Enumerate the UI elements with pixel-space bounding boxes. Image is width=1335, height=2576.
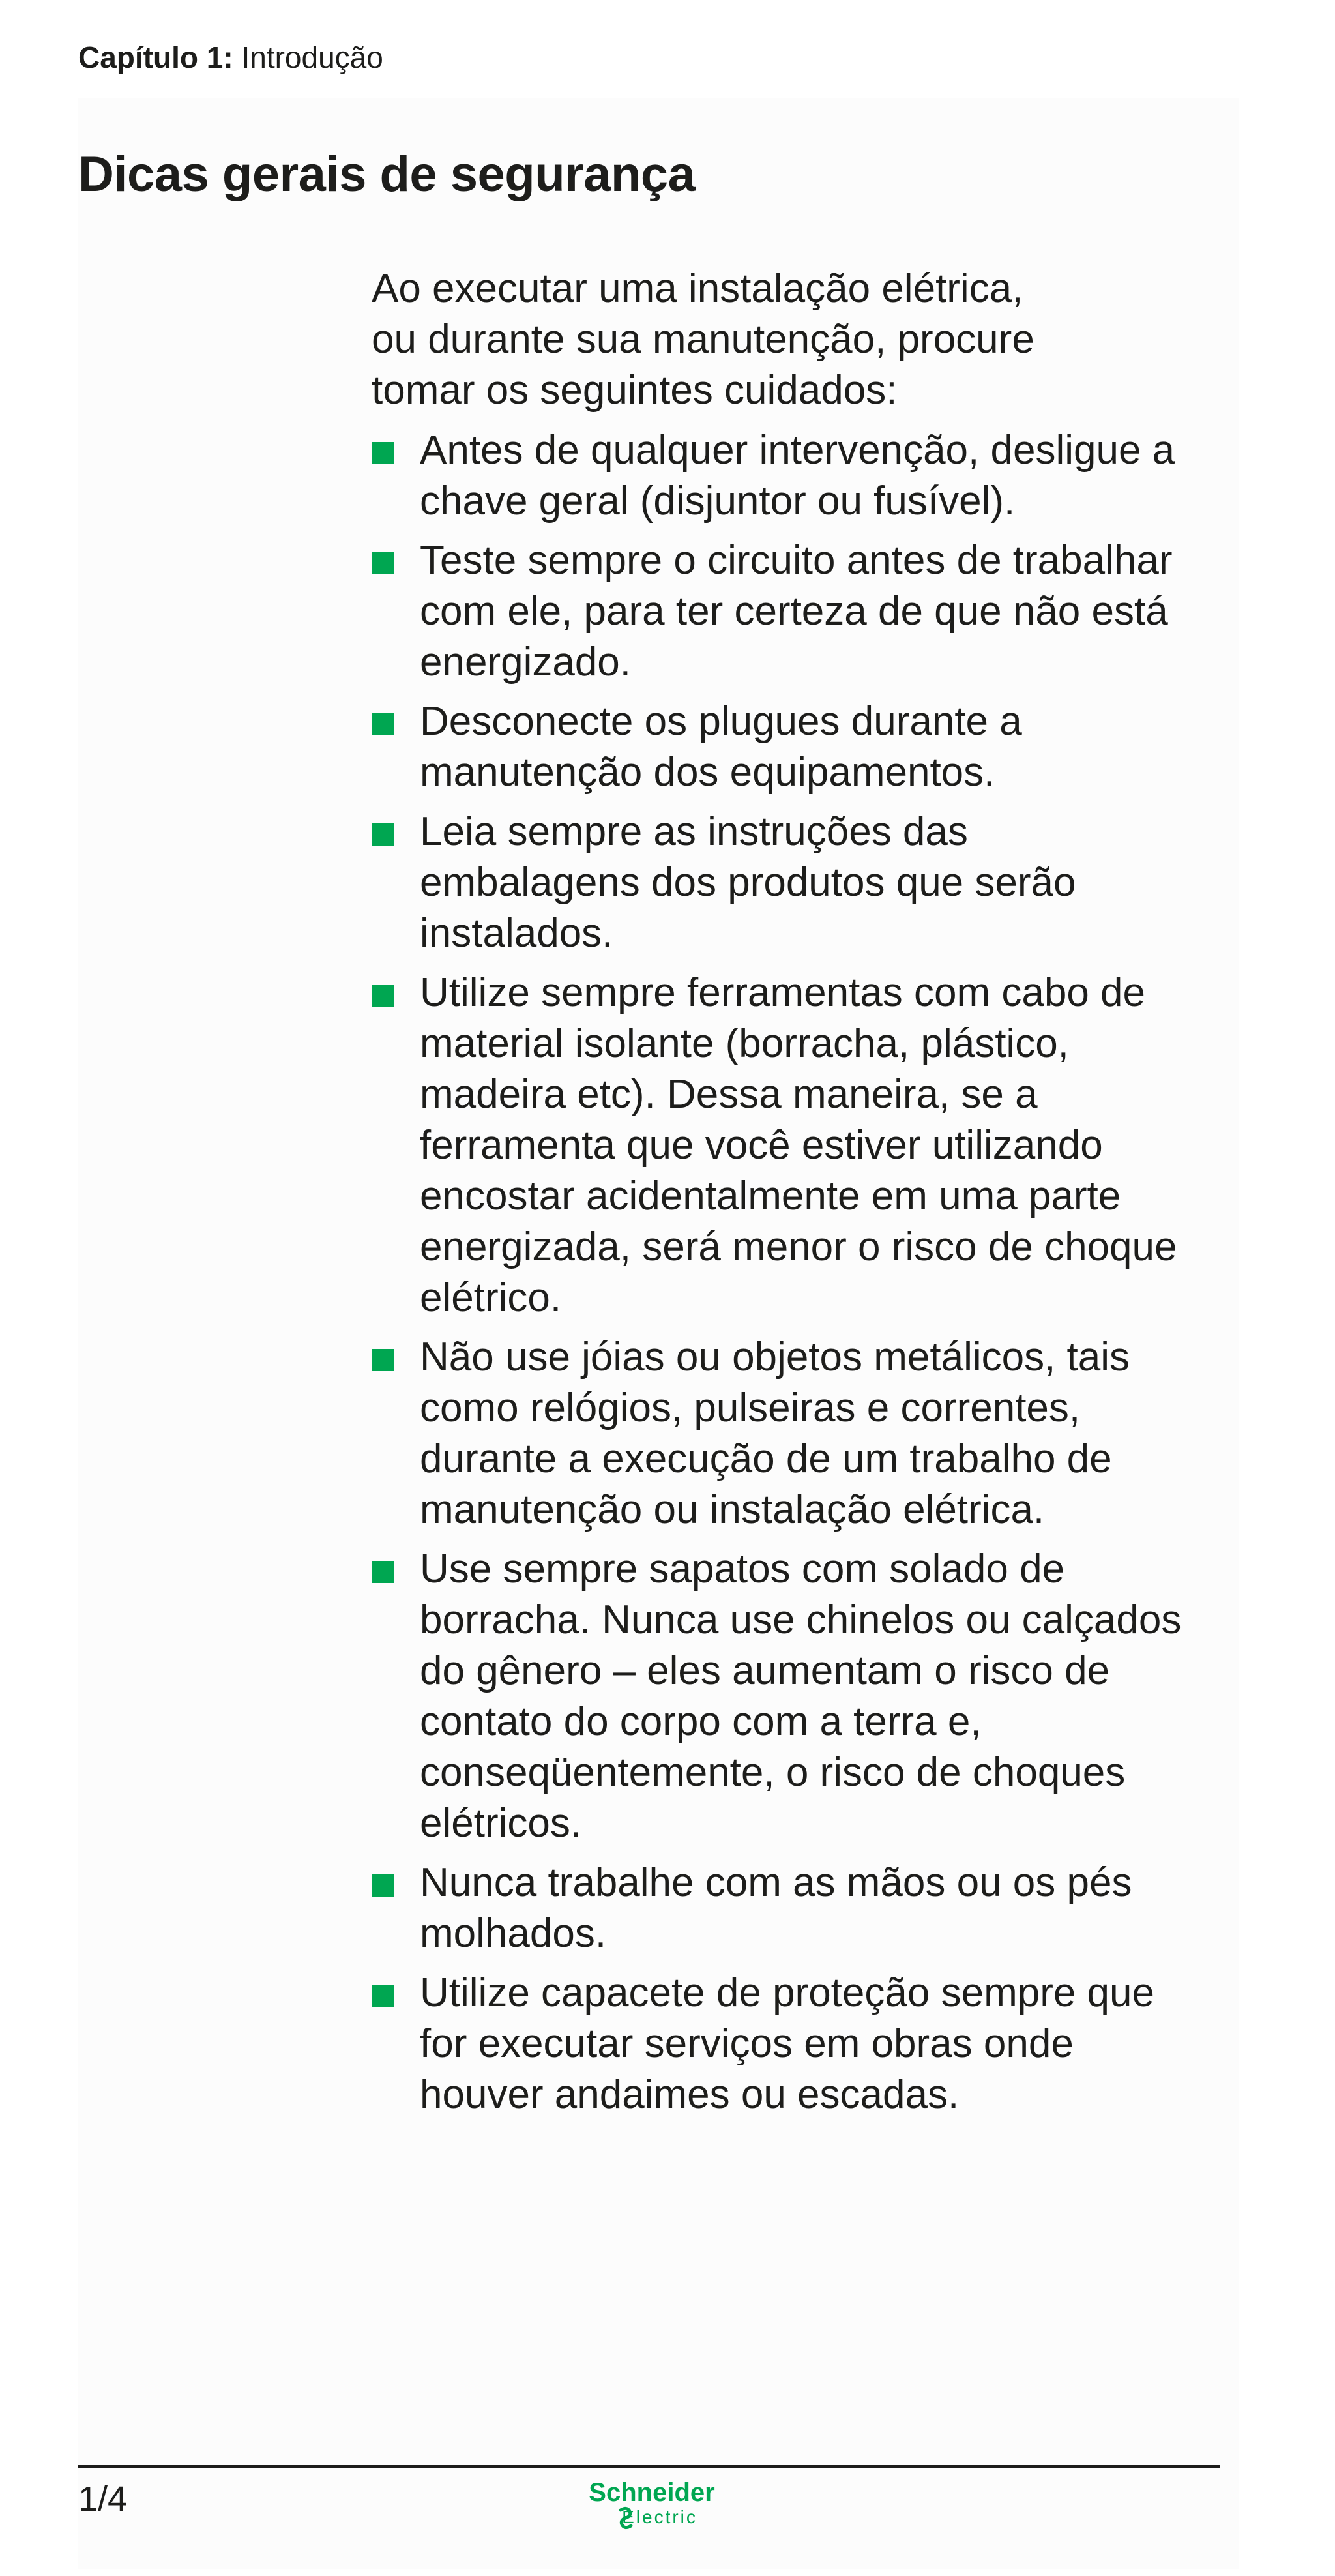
safety-tip-line: do gênero – eles aumentam o risco de [420, 1648, 1110, 1693]
chapter-header [78, 38, 383, 77]
safety-tip-line: durante a execução de um trabalho de [420, 1436, 1112, 1481]
green-square-bullet-icon [372, 1985, 394, 2007]
safety-tip-line: contato do corpo com a terra e, [420, 1699, 982, 1744]
chapter-name: Introdução [241, 40, 383, 74]
green-square-bullet-icon [372, 1874, 394, 1897]
safety-tip-line: manutenção ou instalação elétrica. [420, 1487, 1045, 1532]
safety-tip-line: chave geral (disjuntor ou fusível). [420, 479, 1016, 524]
safety-tip-item [372, 1858, 1239, 1959]
safety-tip-line: energizada, será menor o risco de choque [420, 1224, 1177, 1269]
footer-divider [78, 2465, 1220, 2468]
safety-tip-line: elétricos. [420, 1801, 582, 1846]
safety-tip-line: com ele, para ter certeza de que não está [420, 589, 1168, 634]
safety-tip-line: Antes de qualquer intervenção, desligue a [420, 428, 1175, 473]
safety-tip-line: molhados. [420, 1911, 607, 1956]
intro-line: ou durante sua manutenção, procure [372, 317, 1034, 362]
safety-tip-line: houver andaimes ou escadas. [420, 2072, 960, 2117]
safety-tip-line: Use sempre sapatos com solado de [420, 1547, 1065, 1591]
safety-tip-line: Utilize sempre ferramentas com cabo de [420, 970, 1146, 1015]
green-square-bullet-icon [372, 823, 394, 846]
safety-tip-line: Teste sempre o circuito antes de trabalhar [420, 538, 1173, 583]
safety-tip-line: energizado. [420, 640, 632, 685]
intro-line: Ao executar uma instalação elétrica, [372, 266, 1023, 311]
safety-tip-item [372, 968, 1239, 1324]
logo-wordmark-electric: Electric [622, 2507, 697, 2527]
safety-tip-item [372, 1968, 1239, 2120]
safety-tip-item [372, 535, 1239, 688]
green-square-bullet-icon [372, 985, 394, 1007]
safety-tip-line: Desconecte os plugues durante a [420, 699, 1022, 744]
safety-tip-line: elétrico. [420, 1275, 562, 1320]
green-square-bullet-icon [372, 442, 394, 464]
logo-wordmark-schneider: Schneider [589, 2478, 715, 2507]
safety-tip-line: encostar acidentalmente em uma parte [420, 1174, 1121, 1219]
green-square-bullet-icon [372, 713, 394, 735]
main-content [372, 263, 1239, 2129]
safety-tip-line: ferramenta que você estiver utilizando [420, 1123, 1103, 1168]
intro-paragraph [372, 263, 1239, 416]
safety-tip-line: embalagens dos produtos que serão [420, 860, 1076, 905]
safety-tip-item [372, 696, 1239, 798]
safety-tip-line: borracha. Nunca use chinelos ou calçados [420, 1597, 1182, 1642]
page-title: Dicas gerais de segurança [78, 147, 696, 202]
schneider-electric-logo [574, 2478, 730, 2530]
green-square-bullet-icon [372, 552, 394, 574]
safety-tip-line: conseqüentemente, o risco de choques [420, 1750, 1126, 1795]
safety-tip-line: madeira etc). Dessa maneira, se a [420, 1072, 1038, 1117]
safety-tip-item [372, 807, 1239, 959]
safety-tip-line: Não use jóias ou objetos metálicos, tais [420, 1335, 1130, 1380]
chapter-label: Capítulo 1: [78, 40, 233, 74]
safety-tip-line: manutenção dos equipamentos. [420, 750, 995, 795]
safety-tip-item [372, 1544, 1239, 1849]
safety-tip-item [372, 1332, 1239, 1535]
safety-tip-line: como relógios, pulseiras e correntes, [420, 1385, 1081, 1430]
safety-tip-line: Leia sempre as instruções das [420, 809, 968, 854]
safety-tip-line: Utilize capacete de proteção sempre que [420, 1970, 1154, 2015]
green-square-bullet-icon [372, 1561, 394, 1583]
safety-tip-line: for executar serviços em obras onde [420, 2021, 1074, 2066]
safety-tip-item [372, 425, 1239, 527]
safety-tip-line: Nunca trabalhe com as mãos ou os pés [420, 1860, 1132, 1905]
intro-line: tomar os seguintes cuidados: [372, 368, 898, 413]
safety-tips-list [372, 425, 1239, 2120]
green-square-bullet-icon [372, 1349, 394, 1371]
page-number: 1/4 [78, 2480, 128, 2519]
safety-tip-line: instalados. [420, 911, 613, 956]
safety-tip-line: material isolante (borracha, plástico, [420, 1021, 1069, 1066]
